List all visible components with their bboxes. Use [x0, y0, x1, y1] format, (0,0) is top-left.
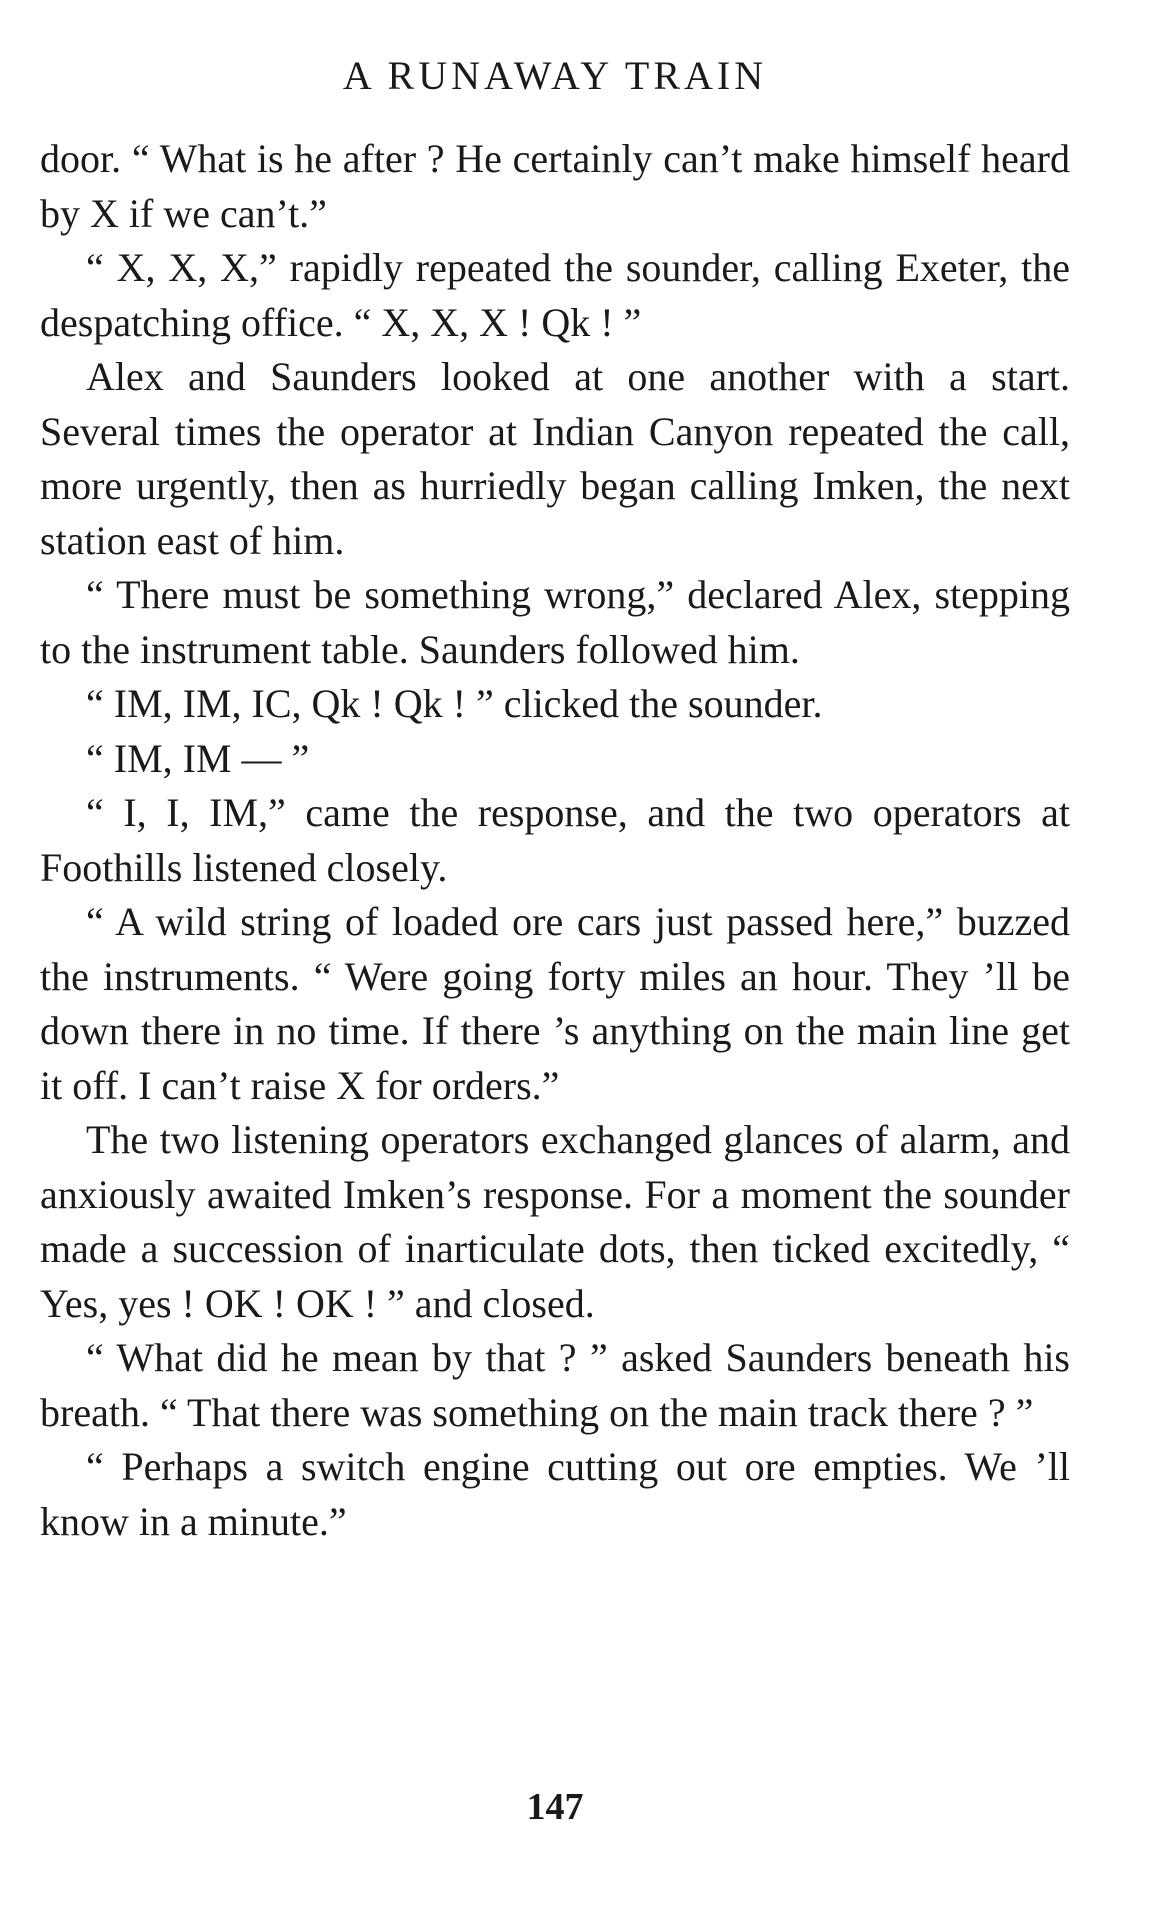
paragraph: “ Perhaps a switch engine cutting out ore empties. We ’ll know in a minute.”: [40, 1444, 1070, 1544]
body-text: [40, 132, 1070, 1549]
page-number: 147: [526, 1786, 584, 1828]
paragraph: “ What did he mean by that ? ” asked Saunders beneath his breath. “ That there was something on the main track there ? ”: [40, 1335, 1070, 1435]
paragraph: “ A wild string of loaded ore cars just passed here,” buzzed the instruments. “ Were going forty miles an hour. They ’ll be down there in no time. If there ’s anything on the main line get it off. I can’t raise X for orders.”: [40, 899, 1070, 1108]
running-title: A RUNAWAY TRAIN: [342, 53, 768, 98]
paragraph: Alex and Saunders looked at one another with a start. Several times the operator at Indian Canyon repeated the call, more urgently, then as hurriedly began calling Imken, the next station east of him.: [40, 354, 1070, 563]
paragraph-continued: door. “ What is he after ? He certainly can’t make himself heard by X if we can’t.”: [40, 136, 1070, 236]
paragraph: “ There must be something wrong,” declared Alex, stepping to the instrument table. Saunders followed him.: [40, 572, 1070, 672]
paragraph: “ X, X, X,” rapidly repeated the sounder, calling Exeter, the despatching office. “ X, X, X ! Qk ! ”: [40, 245, 1070, 345]
paragraph: “ I, I, IM,” came the response, and the two operators at Foothills listened closely.: [40, 790, 1070, 890]
paragraph: “ IM, IM — ”: [86, 735, 310, 781]
paragraph: “ IM, IM, IC, Qk ! Qk ! ” clicked the sounder.: [86, 681, 823, 726]
book-page: [40, 0, 1070, 1905]
paragraph: The two listening operators exchanged glances of alarm, and anxiously awaited Imken’s response. For a moment the sounder made a succession of inarticulate dots, then ticked excitedly, “ Yes, yes ! OK ! OK ! ” and closed.: [40, 1117, 1070, 1326]
